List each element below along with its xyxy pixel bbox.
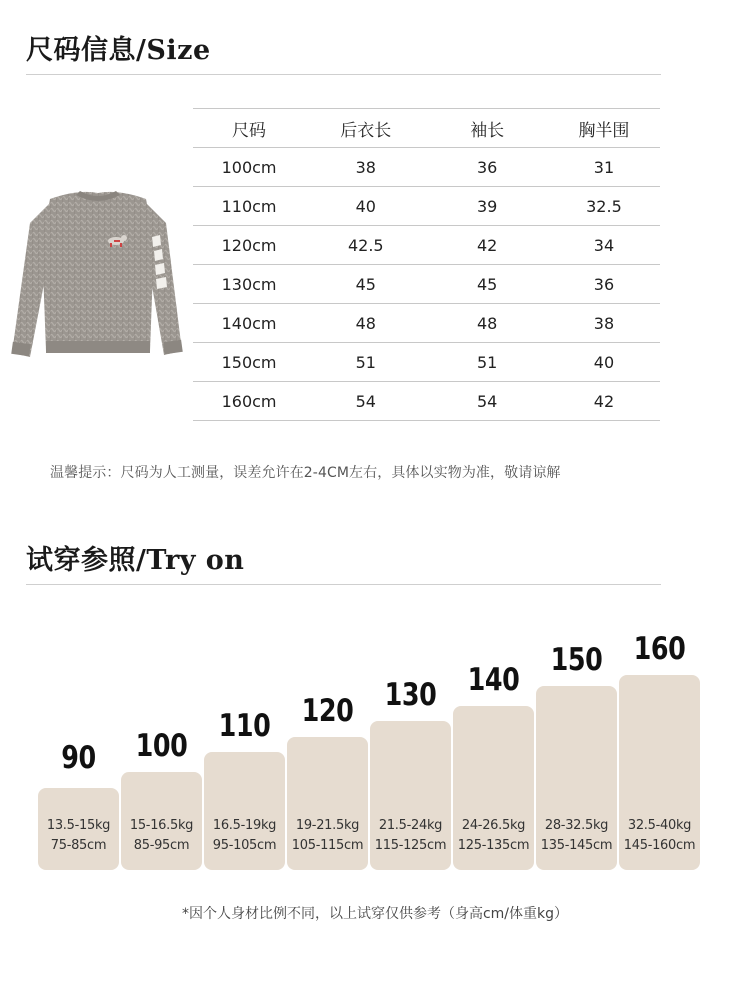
table-header-row bbox=[193, 109, 660, 148]
size-section-title: 尺码信息/Size bbox=[26, 35, 211, 66]
table-cell: 130cm bbox=[193, 265, 305, 304]
tryon-size-label: 130 bbox=[384, 677, 437, 713]
table-row bbox=[193, 265, 660, 304]
table-cell: 51 bbox=[305, 343, 426, 382]
tryon-weight: 24-26.5kg bbox=[461, 818, 526, 833]
tryon-section-title: 试穿参照/Try on bbox=[26, 545, 245, 576]
table-cell: 40 bbox=[305, 187, 426, 226]
tryon-height: 75-85cm bbox=[50, 838, 107, 853]
tryon-item-120 bbox=[287, 693, 368, 870]
column-header-size: 尺码 bbox=[193, 109, 305, 148]
tryon-weight: 21.5-24kg bbox=[378, 818, 443, 833]
table-cell: 140cm bbox=[193, 304, 305, 343]
tryon-height: 135-145cm bbox=[540, 838, 613, 853]
table-row bbox=[193, 226, 660, 265]
table-cell: 36 bbox=[548, 265, 660, 304]
table-row bbox=[193, 148, 660, 187]
tryon-size-label: 90 bbox=[61, 740, 96, 776]
table-cell: 45 bbox=[426, 265, 547, 304]
tryon-height: 85-95cm bbox=[133, 838, 190, 853]
tryon-item-140 bbox=[453, 662, 534, 870]
table-cell: 40 bbox=[548, 343, 660, 382]
tryon-item-130 bbox=[370, 677, 451, 870]
divider bbox=[26, 74, 661, 75]
tryon-size-label: 100 bbox=[135, 728, 188, 764]
table-cell: 54 bbox=[305, 382, 426, 421]
tryon-weight: 28-32.5kg bbox=[544, 818, 609, 833]
tryon-size-label: 120 bbox=[301, 693, 354, 729]
table-cell: 120cm bbox=[193, 226, 305, 265]
table-row bbox=[193, 304, 660, 343]
table-cell: 31 bbox=[548, 148, 660, 187]
table-cell: 42 bbox=[548, 382, 660, 421]
column-header-half-chest: 胸半围 bbox=[548, 109, 660, 148]
tryon-size-label: 140 bbox=[467, 662, 520, 698]
tryon-size-label: 110 bbox=[218, 708, 271, 744]
table-cell: 150cm bbox=[193, 343, 305, 382]
tryon-item-90 bbox=[38, 740, 119, 870]
table-cell: 34 bbox=[548, 226, 660, 265]
tryon-weight: 19-21.5kg bbox=[295, 818, 360, 833]
divider bbox=[26, 584, 661, 585]
table-row bbox=[193, 187, 660, 226]
tryon-item-100 bbox=[121, 728, 202, 870]
table-cell: 48 bbox=[426, 304, 547, 343]
column-header-sleeve-length: 袖长 bbox=[426, 109, 547, 148]
table-cell: 160cm bbox=[193, 382, 305, 421]
table-cell: 38 bbox=[305, 148, 426, 187]
table-cell: 36 bbox=[426, 148, 547, 187]
tryon-size-label: 150 bbox=[550, 642, 603, 678]
tryon-height: 115-125cm bbox=[374, 838, 447, 853]
tryon-weight: 32.5-40kg bbox=[627, 818, 692, 833]
table-cell: 51 bbox=[426, 343, 547, 382]
sweater-image bbox=[8, 183, 188, 363]
tryon-item-160 bbox=[619, 631, 700, 870]
table-cell: 100cm bbox=[193, 148, 305, 187]
table-cell: 110cm bbox=[193, 187, 305, 226]
tryon-weight: 13.5-15kg bbox=[46, 818, 111, 833]
table-cell: 42 bbox=[426, 226, 547, 265]
tryon-height: 145-160cm bbox=[623, 838, 696, 853]
table-row bbox=[193, 382, 660, 421]
tryon-weight: 15-16.5kg bbox=[129, 818, 194, 833]
tryon-weight: 16.5-19kg bbox=[212, 818, 277, 833]
table-row bbox=[193, 343, 660, 382]
tryon-bars bbox=[0, 620, 750, 880]
table-cell: 48 bbox=[305, 304, 426, 343]
column-header-back-length: 后衣长 bbox=[305, 109, 426, 148]
table-cell: 45 bbox=[305, 265, 426, 304]
tryon-size-label: 160 bbox=[633, 631, 686, 667]
tryon-item-150 bbox=[536, 642, 617, 870]
tryon-height: 105-115cm bbox=[291, 838, 364, 853]
table-cell: 38 bbox=[548, 304, 660, 343]
measurement-tip: 温馨提示：尺码为人工测量，误差允许在2-4CM左右，具体以实物为准，敬请谅解 bbox=[50, 465, 561, 481]
size-table bbox=[193, 108, 660, 421]
table-cell: 54 bbox=[426, 382, 547, 421]
tryon-item-110 bbox=[204, 708, 285, 870]
table-cell: 42.5 bbox=[305, 226, 426, 265]
tryon-height: 95-105cm bbox=[212, 838, 277, 853]
reference-note: *因个人身材比例不同，以上试穿仅供参考（身高cm/体重kg） bbox=[181, 906, 569, 922]
tryon-height: 125-135cm bbox=[457, 838, 530, 853]
table-cell: 32.5 bbox=[548, 187, 660, 226]
table-cell: 39 bbox=[426, 187, 547, 226]
